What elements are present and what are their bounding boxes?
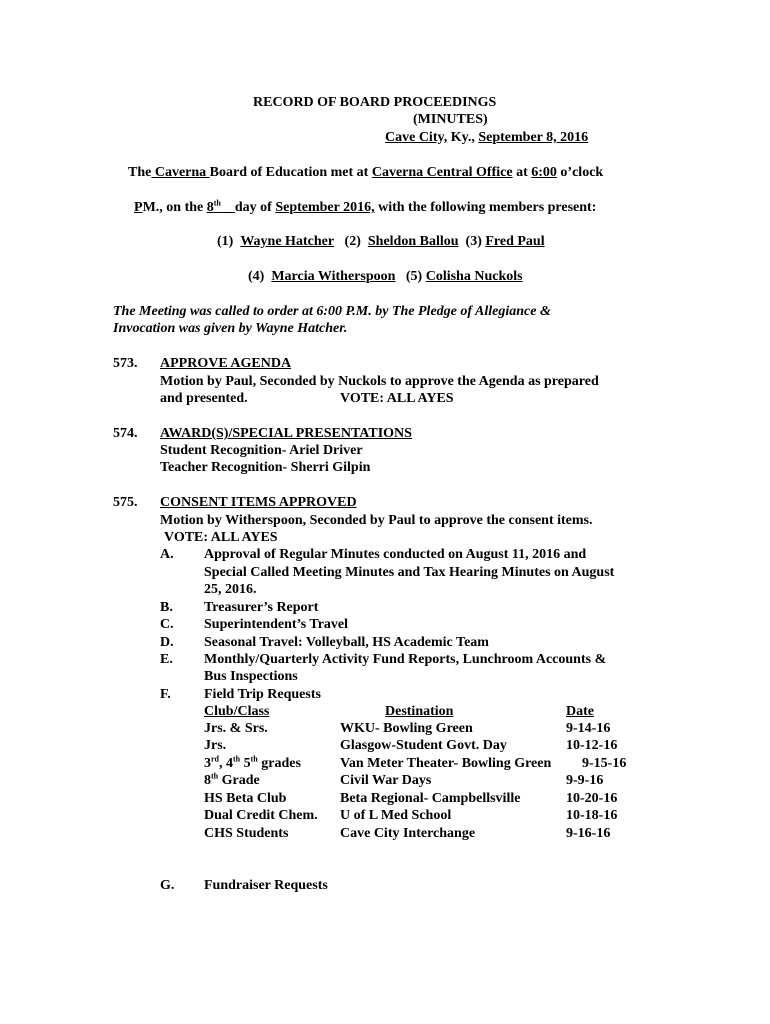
intro-text: The: [128, 165, 152, 180]
sub-item-text: Fundraiser Requests: [204, 878, 328, 893]
meeting-time: 6:00: [531, 165, 557, 180]
table-cell-club: 8th Grade: [204, 771, 260, 788]
sub-item-letter: D.: [160, 635, 174, 650]
sub-item-text: Approval of Regular Minutes conducted on August 11, 2016 and: [204, 547, 587, 562]
table-cell-club: Jrs. & Srs.: [204, 721, 268, 736]
document-title: RECORD OF BOARD PROCEEDINGS: [253, 95, 497, 110]
item-number: 574.: [113, 426, 138, 441]
sub-item-text: 25, 2016.: [204, 582, 257, 597]
table-cell-club: HS Beta Club: [204, 791, 287, 806]
member-number: (2): [344, 234, 361, 249]
sub-item-text: Seasonal Travel: Volleyball, HS Academic Team: [204, 635, 489, 650]
table-cell-date: 9-15-16: [582, 756, 627, 771]
table-header-date: Date: [566, 704, 594, 719]
intro-text: day of: [234, 200, 276, 215]
table-header-destination: Destination: [385, 704, 454, 719]
members-line-1: [217, 233, 545, 250]
day-suffix: th: [213, 198, 221, 208]
vote-result: VOTE: ALL AYES: [164, 530, 278, 545]
sub-item-text: Treasurer’s Report: [204, 600, 319, 615]
member-number: (5): [405, 269, 423, 284]
table-header-club: Club/Class: [204, 704, 270, 719]
item-heading: AWARD(S)/SPECIAL PRESENTATIONS: [160, 426, 412, 441]
table-cell-club: Dual Credit Chem.: [204, 808, 318, 823]
table-cell-destination: Glasgow-Student Govt. Day: [340, 738, 507, 753]
sub-item-letter: E.: [160, 652, 173, 667]
meeting-place: Caverna Central Office: [371, 165, 513, 180]
sub-item-text: Superintendent’s Travel: [204, 617, 349, 632]
table-cell-date: 10-20-16: [566, 791, 618, 806]
table-cell-destination: Beta Regional- Campbellsville: [340, 791, 521, 806]
intro-text: o’clock: [556, 165, 604, 180]
pm-marker: P: [134, 200, 143, 215]
table-cell-club: Jrs.: [204, 738, 227, 753]
call-to-order-line-2: Invocation was given by Wayne Hatcher.: [113, 321, 348, 336]
sub-item-letter: F.: [160, 687, 171, 702]
item-number: 573.: [113, 356, 138, 371]
item-heading: CONSENT ITEMS APPROVED: [160, 495, 357, 510]
vote-result: VOTE: ALL AYES: [340, 391, 454, 406]
table-cell-date: 10-12-16: [566, 738, 618, 753]
intro-text: Board of Education met at: [209, 165, 372, 180]
table-cell-date: 10-18-16: [566, 808, 618, 823]
sub-item-text: Field Trip Requests: [204, 687, 321, 702]
item-text: Student Recognition- Ariel Driver: [160, 443, 363, 458]
document-subtitle: (MINUTES): [413, 112, 488, 127]
member-name: Colisha Nuckols: [425, 269, 523, 284]
day-number: 8: [206, 200, 214, 215]
sub-item-text: Monthly/Quarterly Activity Fund Reports, Lunchroom Accounts &: [204, 652, 607, 667]
table-cell-club: 3rd, 4th 5th grades: [204, 754, 301, 771]
meeting-date: September 8, 2016: [478, 130, 589, 145]
table-cell-destination: U of L Med School: [340, 808, 452, 823]
member-number: (3): [465, 234, 482, 249]
sub-item-text: Special Called Meeting Minutes and Tax Hearing Minutes on August: [204, 565, 615, 580]
intro-text: at: [512, 165, 532, 180]
item-text: Motion by Witherspoon, Seconded by Paul to approve the consent items.: [160, 513, 593, 528]
sub-item-letter: C.: [160, 617, 174, 632]
table-cell-destination: Van Meter Theater- Bowling Green: [340, 756, 552, 771]
table-cell-date: 9-14-16: [566, 721, 611, 736]
intro-line-1: [128, 164, 603, 181]
table-cell-destination: WKU- Bowling Green: [340, 721, 473, 736]
item-text: Motion by Paul, Seconded by Nuckols to approve the Agenda as prepared: [160, 374, 599, 389]
member-name: Fred Paul: [485, 234, 545, 249]
sub-item-letter: B.: [160, 600, 173, 615]
item-text: and presented.: [160, 391, 248, 406]
intro-text: M., on the: [142, 200, 207, 215]
member-name: Marcia Witherspoon: [271, 269, 396, 284]
meeting-day: [207, 200, 235, 215]
intro-line-2: [134, 199, 596, 216]
item-heading: APPROVE AGENDA: [160, 356, 292, 371]
call-to-order-line-1: The Meeting was called to order at 6:00 P.M. by The Pledge of Allegiance &: [113, 304, 551, 319]
board-name: Caverna: [151, 165, 210, 180]
member-number: (4): [248, 269, 265, 284]
sub-item-letter: G.: [160, 878, 175, 893]
member-name: Wayne Hatcher: [240, 234, 335, 249]
table-cell-date: 9-9-16: [566, 773, 604, 788]
item-text: Teacher Recognition- Sherri Gilpin: [160, 460, 371, 475]
sub-item-letter: A.: [160, 547, 174, 562]
document-location-date: [385, 129, 588, 146]
table-cell-destination: Cave City Interchange: [340, 826, 476, 841]
sub-item-text: Bus Inspections: [204, 669, 298, 684]
table-cell-club: CHS Students: [204, 826, 289, 841]
intro-text: with the following members present:: [374, 200, 597, 215]
meeting-month: September 2016,: [275, 200, 375, 215]
member-number: (1): [217, 234, 234, 249]
table-cell-date: 9-16-16: [566, 826, 611, 841]
member-name: Sheldon Ballou: [367, 234, 459, 249]
item-number: 575.: [113, 495, 138, 510]
state: Ky.,: [447, 130, 479, 145]
table-cell-destination: Civil War Days: [340, 773, 432, 788]
members-line-2: [248, 268, 523, 285]
location: Cave City,: [385, 130, 448, 145]
